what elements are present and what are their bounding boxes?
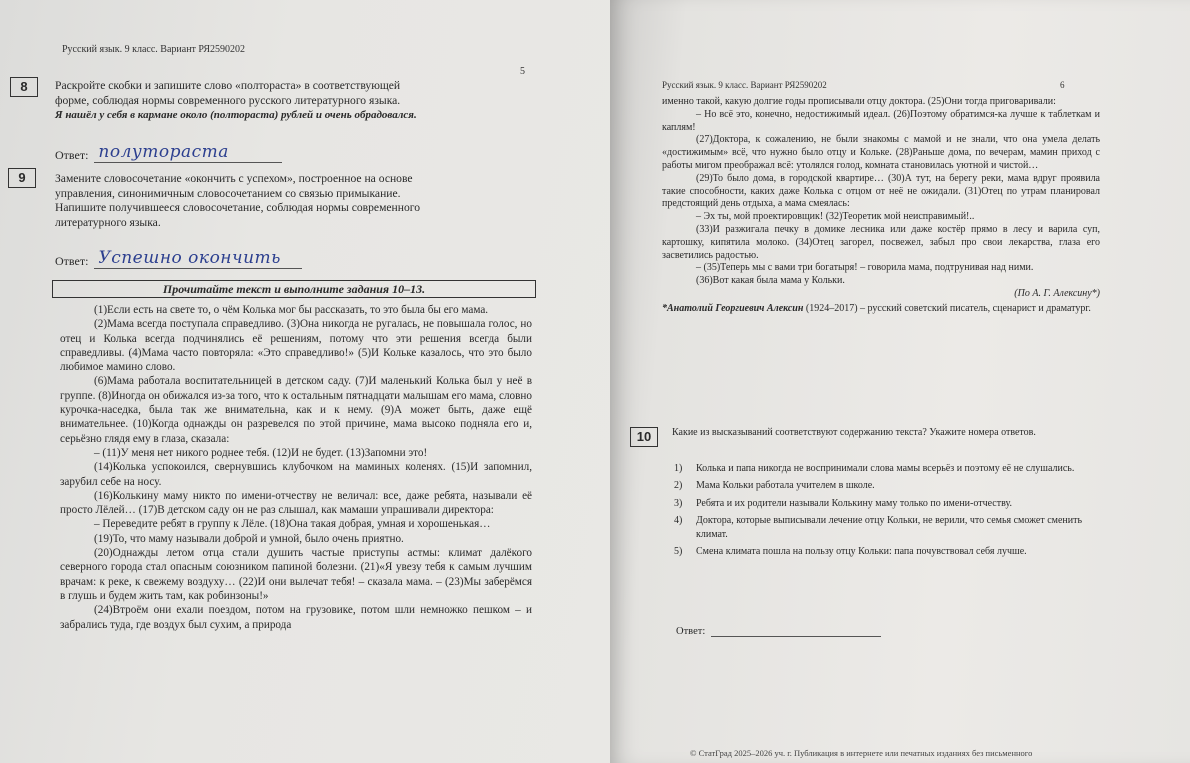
task-10-question: Какие из высказываний соответствуют содержанию текста? Укажите номера ответов. [672, 427, 1036, 438]
reading-text-right [662, 96, 1100, 316]
task-10-answer-field[interactable] [711, 626, 881, 637]
page-number: 6 [1060, 80, 1065, 90]
text-paragraph: (2)Мама всегда поступала справедливо. (3)Она никогда не ругалась, не повышала голос, но отец и Колька всегда подчинялись её решениям, потому что эти решения всегда были справедливы. (4)Мама часто повторяла: «Это справедливо!» (5)И Кольке казалось, что это было любимое мамино слово. [60, 318, 532, 374]
text-paragraph: (29)То было дома, в городской квартире… (30)А тут, на берегу реки, мама вдруг проявила такие способности, каких даже Колька с отцом от неё не ожидали. (31)Отец по утрам планировал предстоящий день отдыха, а мама смеялась: [662, 172, 1100, 210]
text-paragraph: именно такой, какую долгие годы прописывали отцу доктора. (25)Они тогда приговаривали: [662, 96, 1056, 107]
task-8-number: 8 [10, 77, 38, 97]
task-8-example-sentence: Я нашёл у себя в кармане около (полтораста) рублей и очень обрадовался. [55, 109, 417, 122]
task-9-line-3: Напишите получившееся словосочетание, соблюдая нормы современного [55, 201, 421, 215]
author-note-name: *Анатолий Георгиевич Алексин [662, 302, 804, 314]
text-source: (По А. Г. Алексину*) [1014, 287, 1100, 299]
text-paragraph: (24)Втроём они ехали поездом, потом на грузовике, потом шли немножко пешком – и забрались туда, где воздух был сухим, а природа [60, 604, 532, 631]
page-header: Русский язык. 9 класс. Вариант РЯ2590202 [662, 80, 827, 90]
text-paragraph: – Эх ты, мой проектировщик! (32)Теоретик мой неисправимый!.. [696, 211, 975, 223]
text-paragraph: (33)И разжигала печку в домике лесника или даже костёр прямо в лесу и варила суп, картошку, кипятила молоко. (34)Отец загорел, посвежел, забыл про свои лекарства, глаза его засветились радостью. [662, 223, 1100, 261]
task-10-options [674, 462, 1100, 562]
task-10-number: 10 [630, 427, 658, 447]
reading-task-title: Прочитайте текст и выполните задания 10–13. [52, 280, 536, 298]
option-1: 1) Колька и папа никогда не воспринимали слова мамы всерьёз и поэтому её не слушались. [674, 463, 1075, 474]
text-paragraph: (6)Мама работала воспитательницей в детском саду. (7)И маленький Колька был у неё в группе. (8)Иногда он обижался из-за того, что к остальным пятнадцати малышам его мама, словно курочка-наседка, была так же внимательна, как и к нему. (9)А может быть, даже ещё внимательнее. (10)Когда однажды он разревелся по этой причине, мама высоко подняла его и, серьёзно глядя ему в глаза, сказала: [60, 375, 532, 445]
task-8-answer [55, 142, 282, 163]
option-3: 3) Ребята и их родители называли Колькину маму только по имени-отчеству. [674, 497, 1012, 509]
text-paragraph: (1)Если есть на свете то, о чём Колька мог бы рассказать, то это была бы его мама. [94, 304, 489, 316]
task-9-handwritten-answer[interactable]: Успешно окончить [94, 248, 302, 269]
task-10-answer [676, 626, 881, 637]
text-paragraph: (27)Доктора, к сожалению, не были знакомы с мамой и не знали, что она умела делать «достижимым» всё, что нужно было отцу и Кольке. (28)Раньше дома, по вечерам, мамин приход с работы мигом преображал всё: утолялся голод, комната становилась уютной и чистой… [662, 134, 1100, 171]
text-paragraph: – (11)У меня нет никого роднее тебя. (12)И не будет. (13)Запомни это! [94, 446, 428, 459]
task-9-number: 9 [8, 168, 36, 188]
text-paragraph: – (35)Теперь мы с вами три богатыря! – говорила мама, подтрунивая над ними. [696, 262, 1034, 274]
text-paragraph: (14)Колька успокоился, свернувшись клубочком на маминых коленях. (15)И запомнил, зарубил себе на носу. [60, 461, 532, 488]
text-paragraph: – Но всё это, конечно, недостижимый идеал. (26)Поэтому обратимся-ка лучше к таблеткам и каплям! [662, 108, 1100, 133]
page-number: 5 [520, 66, 525, 77]
answer-label: Ответ: [55, 254, 89, 268]
text-paragraph: (36)Вот какая была мама у Кольки. [696, 275, 845, 287]
text-paragraph: (20)Однажды летом отца стали душить частые приступы астмы: климат далёкого северного города стал опасным союзником папиной болезни. (21)«Я увезу тебя к самым лучшим врачам: к реке, к свежему воздуху… (22)И они вылечат тебя! – сказала мама. – (23)Мы заберёмся в глушь и будем жить там, как робинзоны!» [60, 547, 532, 602]
task-9-text [55, 172, 530, 230]
answer-label: Ответ: [676, 626, 706, 637]
option-5: 5) Смена климата пошла на пользу отцу Кольки: папа почувствовал себя лучше. [674, 546, 1027, 558]
task-9-answer [55, 248, 302, 269]
author-note-text: (1924–2017) – русский советский писатель, сценарист и драматург. [803, 302, 1091, 314]
text-paragraph: (16)Колькину маму никто по имени-отчеству не величал: все, даже ребята, называли её просто Лёлей… (17)В детском саду он не раз слышал, как мамаши упрашивали директора: [60, 489, 532, 517]
task-8-handwritten-answer[interactable]: полутораста [94, 142, 282, 163]
text-paragraph: – Переведите ребят в группу к Лёле. (18)Она такая добрая, умная и хорошенькая… [94, 518, 491, 531]
task-8-text [55, 79, 530, 123]
page-header: Русский язык. 9 класс. Вариант РЯ2590202 [62, 44, 246, 55]
author-note [662, 303, 1100, 316]
option-4: 4) Доктора, которые выписывали лечение отцу Кольки, не верили, что семья сможет сменить климат. [674, 515, 1083, 540]
page-footer: © СтатГрад 2025–2026 уч. г. Публикация в интернете или печатных изданиях без письменного [690, 748, 1033, 758]
task-8-line-1: Раскройте скобки и запишите слово «полтораста» в соответствующей [55, 79, 401, 92]
task-9-line-2: управления, синонимичным словосочетанием со связью примыкание. [55, 186, 401, 200]
option-2: 2) Мама Кольки работала учителем в школе. [674, 480, 875, 492]
reading-text-left [60, 303, 532, 632]
task-9-line-1: Замените словосочетание «окончить с успехом», построенное на основе [55, 172, 413, 185]
answer-label: Ответ: [55, 148, 89, 162]
text-paragraph: (19)То, что маму называли доброй и умной, было очень приятно. [94, 532, 404, 545]
task-9-line-4: литературного языка. [55, 215, 161, 229]
right-page [610, 0, 1190, 763]
task-8-line-2: форме, соблюдая нормы современного русского литературного языка. [55, 93, 401, 107]
